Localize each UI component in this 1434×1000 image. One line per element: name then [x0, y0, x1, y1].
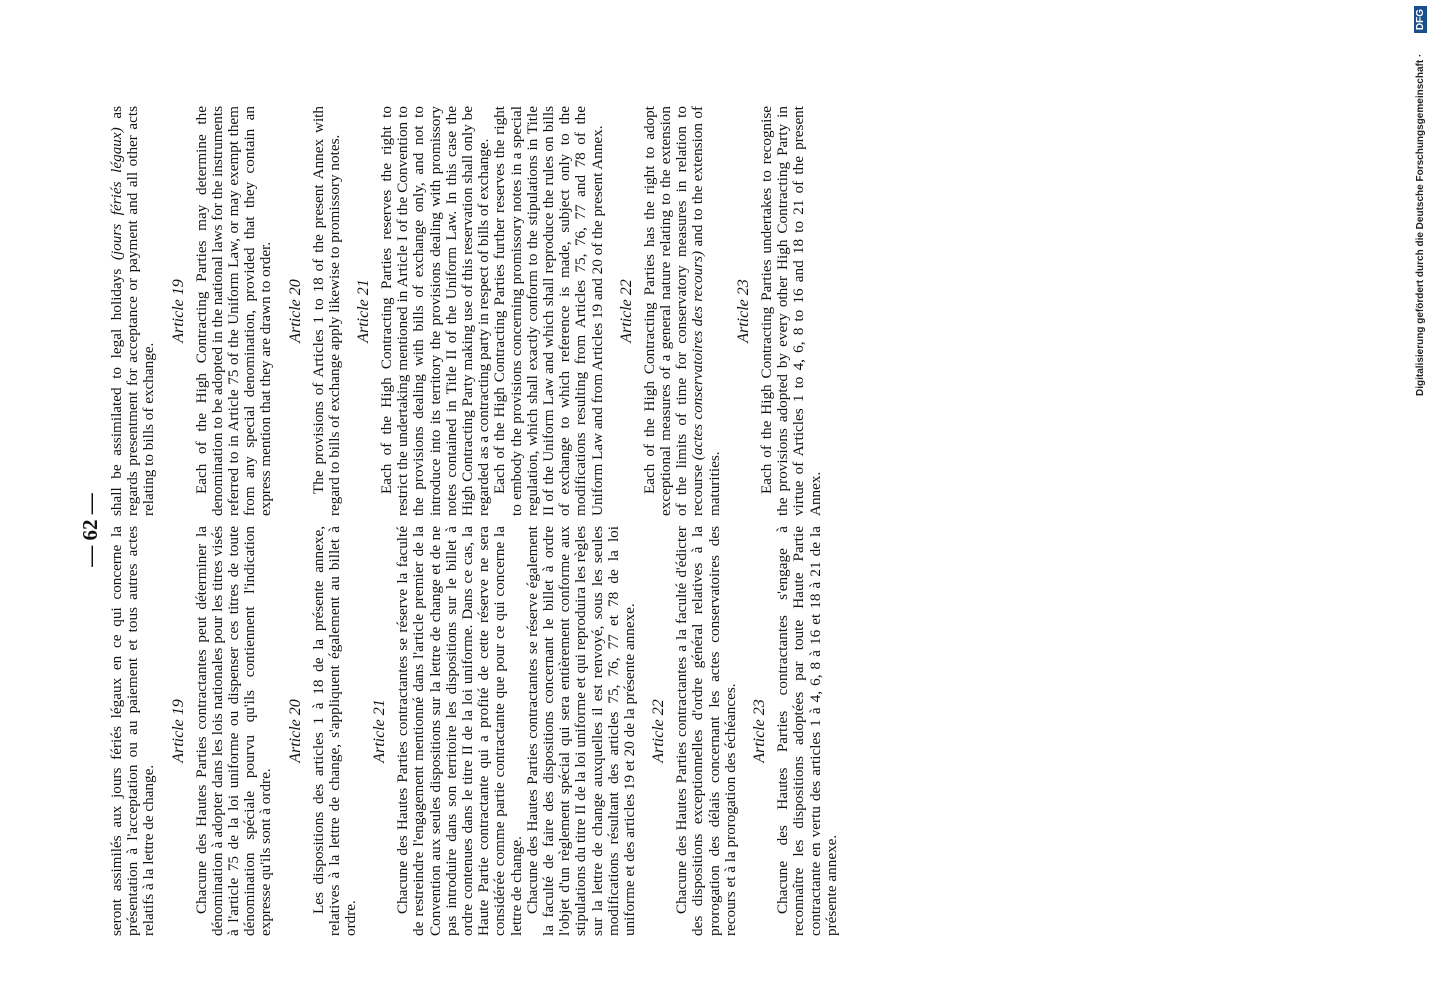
- english-article-21-heading: Article 21: [355, 279, 373, 343]
- french-article-22-text: Chacune des Hautes Parties contractantes a la faculté d'édicter des dispositions exceptionnelles d'ordre général relatives à la prorogation des délais concernant les actes conservatoires des recours et à la prorogation des échéances.: [673, 526, 739, 936]
- english-article-19-heading: Article 19: [169, 279, 187, 343]
- english-intro-part-a: shall be assimilated to legal holidays: [108, 260, 125, 516]
- digitization-credit: [1408, 6, 1432, 396]
- english-article-22-heading: Article 22: [617, 279, 635, 343]
- english-article-21-paragraph-1: Each of the High Contracting Parties reserves the right to restrict the undertaking mentioned in Article I of the Convention to the provisions dealing with bills of exchange only, and not to introduce into its territory the provisions dealing with promissory notes contained in Title II of the Uniform Law. In this case the High Contracting Party making use of this reservation shall only be regarded as a contracting party in respect of bills of exchange.: [378, 106, 493, 516]
- french-article-20-text: Les dispositions des articles 1 à 18 de la présente annexe, relatives à la lettre de change, s'appliquent également au billet à ordre.: [309, 526, 360, 936]
- english-article-22-italic: (actes conservatoires des recours): [689, 250, 707, 461]
- page-number: — 62 —: [78, 493, 102, 567]
- english-article-23-text: Each of the High Contracting Parties undertakes to recognise the provisions adopted by every other High Contracting Party in virtue of Articles 1 to 4, 6, 8 to 16 and 18 to 21 of the present Annex.: [757, 106, 824, 516]
- french-intro-paragraph: seront assimilés aux jours fériés légaux en ce qui concerne la présentation à l'acceptation ou au paiement et tous autres actes relatifs à la lettre de change.: [108, 526, 158, 936]
- english-column: [109, 106, 824, 516]
- english-article-22-part-b: and to the extension of maturities.: [689, 105, 723, 516]
- dfg-logo: DFG: [1414, 6, 1427, 33]
- french-article-23-heading: Article 23: [751, 699, 769, 763]
- rotated-page: [75, 100, 1200, 960]
- english-article-21-paragraph-2: Each of the High Contracting Parties further reserves the right to embody the provisions concerning promissory notes in a special regulation, which shall exactly conform to the stipulations in Title II of the Uniform Law and which shall reproduce the rules on bills of exchange to which reference is made, subject only to the modifications resulting from Articles 75, 76, 77 and 78 of the Uniform Law and from Articles 19 and 20 of the present Annex.: [491, 106, 606, 516]
- english-article-20-text: The provisions of Articles 1 to 18 of the present Annex with regard to bills of exchange apply likewise to promissory notes.: [309, 106, 343, 516]
- french-article-21-paragraph-2: Chacune des Hautes Parties contractantes se réserve également la faculté de faire des dispositions concernant le billet à ordre l'objet d'un règlement spécial qui sera entièrement conforme aux stipulations du titre II de la loi uniforme et qui reproduira les règles sur la lettre de change auxquelles il est renvoyé, sous les seules modifications résultant des articles 75, 76, 77 et 78 de la loi uniforme et des articles 19 et 20 de la présente annexe.: [523, 526, 639, 936]
- french-column: [109, 526, 840, 936]
- english-article-22-part-a: Each of the High Contracting Parties has the right to adopt exceptional measures of a general nature relating to the extension of the limits of time for conservatory measures in relation to recourse: [640, 106, 707, 516]
- french-article-19-heading: Article 19: [169, 699, 187, 763]
- english-article-22-text: [642, 106, 723, 516]
- english-intro-italic: (jours fériés légaux): [108, 127, 125, 261]
- english-article-20-heading: Article 20: [286, 279, 304, 343]
- french-article-21-heading: Article 21: [371, 699, 389, 763]
- french-article-23-text: Chacune des Hautes Parties contractantes s'engage à reconnaître les dispositions adoptées par toute Haute Partie contractante en vertu des articles 1 à 4, 6, 8 à 16 et 18 à 21 de la présente annexe.: [774, 526, 840, 936]
- english-intro-part-b: as regards presentment for acceptance or payment and all other acts relating to bills of exchange.: [108, 106, 158, 516]
- french-article-21-paragraph-1: Chacune des Hautes Parties contractantes se réserve la faculté de restreindre l'engagement mentionné dans l'article premier de la Convention aux seules dispositions sur la lettre de change et de ne pas introduire dans son territoire les dispositions sur le billet à ordre contenues dans le titre II de la loi uniforme. Dans ce cas, la Haute Partie contractante qui a profité de cette réserve ne sera considérée comme partie contractante que pour ce qui concerne la lettre de change.: [394, 526, 525, 936]
- english-article-23-heading: Article 23: [734, 279, 752, 343]
- french-article-22-heading: Article 22: [650, 699, 668, 763]
- english-intro-paragraph: [109, 106, 158, 516]
- credit-text: Digitalisierung gefördert durch die Deutsche Forschungsgemeinschaft ·: [1414, 53, 1426, 396]
- english-article-19-text: Each of the High Contracting Parties may determine the denomination to be adopted in the national laws for the instruments referred to in Article 75 of the Uniform Law, or may exempt them from any special denomination, provided that they contain an express mention that they are drawn to order.: [192, 106, 275, 516]
- french-article-19-text: Chacune des Hautes Parties contractantes peut déterminer la dénomination à adopter dans les lois nationales pour les titres visés à l'article 75 de la loi uniforme ou dispenser ces titres de toute dénomination spéciale pourvu qu'ils contiennent l'indication expresse qu'ils sont à ordre.: [192, 526, 275, 936]
- french-article-20-heading: Article 20: [286, 699, 304, 763]
